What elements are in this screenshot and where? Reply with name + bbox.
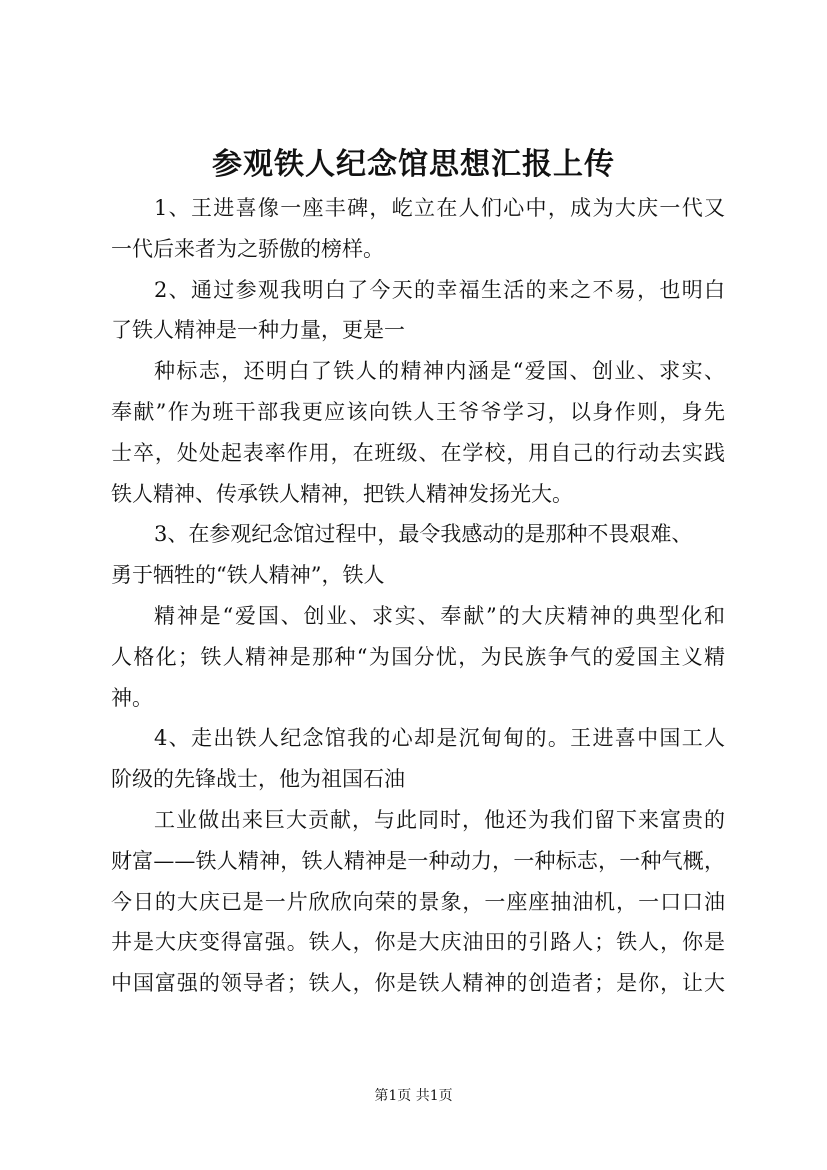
body-line: 一代后来者为之骄傲的榜样。 [111, 236, 384, 261]
body-line: 勇于牺牲的“铁人精神”，铁人 [111, 563, 385, 588]
page-footer: 第1页 共1页 [374, 1088, 453, 1104]
body-line: 阶级的先锋战士，他为祖国石油 [111, 767, 405, 792]
body-line: 士卒，处处起表率作用，在班级、在学校，用自己的行动去实践 [111, 440, 725, 465]
body-line: 精神是“爱国、创业、求实、奉献”的大庆精神的典型化和 [154, 603, 725, 628]
body-line: 3、在参观纪念馆过程中，最令我感动的是那种不畏艰难、 [154, 522, 693, 547]
body-line: 财富——铁人精神，铁人精神是一种动力，一种标志，一种气概， [111, 848, 725, 873]
body-line: 种标志，还明白了铁人的精神内涵是“爱国、创业、求实、 [154, 359, 725, 384]
body-line: 4、走出铁人纪念馆我的心却是沉甸甸的。王进喜中国工人 [154, 726, 725, 751]
body-line: 人格化；铁人精神是那种“为国分忧，为民族争气的爱国主义精 [111, 644, 725, 669]
body-line: 奉献”作为班干部我更应该向铁人王爷爷学习，以身作则，身先 [111, 399, 725, 424]
body-line: 今日的大庆已是一片欣欣向荣的景象，一座座抽油机，一口口油 [111, 889, 725, 914]
body-line: 1、王进喜像一座丰碑，屹立在人们心中，成为大庆一代又 [154, 196, 725, 220]
body-line: 了铁人精神是一种力量，更是一 [111, 318, 405, 343]
body-line: 神。 [111, 685, 153, 710]
body-line: 2、通过参观我明白了今天的幸福生活的来之不易，也明白 [154, 277, 725, 302]
document-title: 参观铁人纪念馆思想汇报上传 [212, 147, 615, 182]
body-line: 井是大庆变得富强。铁人，你是大庆油田的引路人；铁人，你是 [111, 930, 725, 955]
document-body [111, 188, 725, 1004]
body-line: 工业做出来巨大贡献，与此同时，他还为我们留下来富贵的 [154, 807, 725, 832]
body-line: 铁人精神、传承铁人精神，把铁人精神发扬光大。 [111, 481, 573, 506]
body-line: 中国富强的领导者；铁人，你是铁人精神的创造者；是你，让大 [111, 971, 725, 996]
